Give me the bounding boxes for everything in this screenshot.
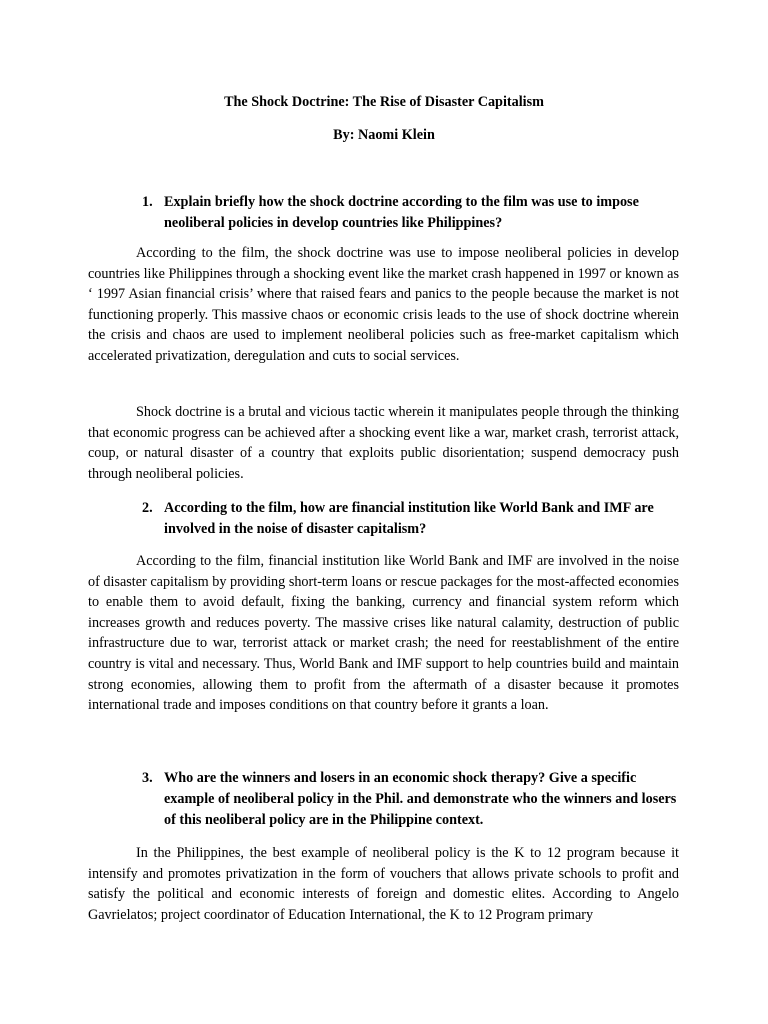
document-author: By: Naomi Klein	[333, 127, 435, 143]
answer-paragraph: In the Philippines, the best example of neoliberal policy is the K to 12 program because it intensify and promotes privatization in the form of vouchers that allows private schools to profit and satisfy the political and economic interests of foreign and domestic elites. According to Angelo Gavrielatos; project coordinator of Education International, the K to 12 Program primary	[88, 845, 679, 923]
question-number: 3.	[142, 770, 153, 786]
question-number: 2.	[142, 500, 153, 516]
question-1	[142, 192, 682, 234]
question-text: Who are the winners and losers in an economic shock therapy? Give a specific example of neoliberal policy in the Phil. and demonstrate who the winners and losers of this neoliberal policy are in the Philippine context.	[164, 770, 677, 828]
question-3	[142, 768, 682, 831]
question-2	[142, 498, 682, 540]
question-text: Explain briefly how the shock doctrine according to the film was use to impose neoliberal policies in develop countries like Philippines?	[164, 194, 639, 231]
document-title: The Shock Doctrine: The Rise of Disaster Capitalism	[224, 94, 544, 110]
question-text: According to the film, how are financial institution like World Bank and IMF are involved in the noise of disaster capitalism?	[164, 500, 654, 537]
answer-paragraph: According to the film, financial institution like World Bank and IMF are involved in the noise of disaster capitalism by providing short-term loans or rescue packages for the most-affected economies to enable them to avoid default, fixing the banking, currency and financial system reform which increases growth and reduces poverty. The massive crises like natural calamity, destruction of public infrastructure due to war, terrorist attack or market crash; the need for reestablishment of the entire country is vital and necessary. Thus, World Bank and IMF support to help countries build and maintain strong economies, allowing them to profit from the aftermath of a disaster because it promotes international trade and imposes conditions on that country before it grants a loan.	[88, 553, 679, 714]
answer-paragraph: Shock doctrine is a brutal and vicious tactic wherein it manipulates people through the thinking that economic progress can be achieved after a shocking event like a war, market crash, terrorist attack, coup, or natural disaster of a country that exploits public disorientation; suspend democracy push through neoliberal policies.	[88, 404, 679, 482]
answer-paragraph: According to the film, the shock doctrine was use to impose neoliberal policies in develop countries like Philippines through a shocking event like the market crash happened in 1997 or known as ‘ 1997 Asian financial crisis’ where that raised fears and panics to the people because the market is not functioning properly. This massive chaos or economic crisis leads to the use of shock doctrine wherein the crisis and chaos are used to implement neoliberal policies such as free-market capitalism which accelerated privatization, deregulation and cuts to social services.	[88, 245, 679, 364]
question-number: 1.	[142, 194, 153, 210]
